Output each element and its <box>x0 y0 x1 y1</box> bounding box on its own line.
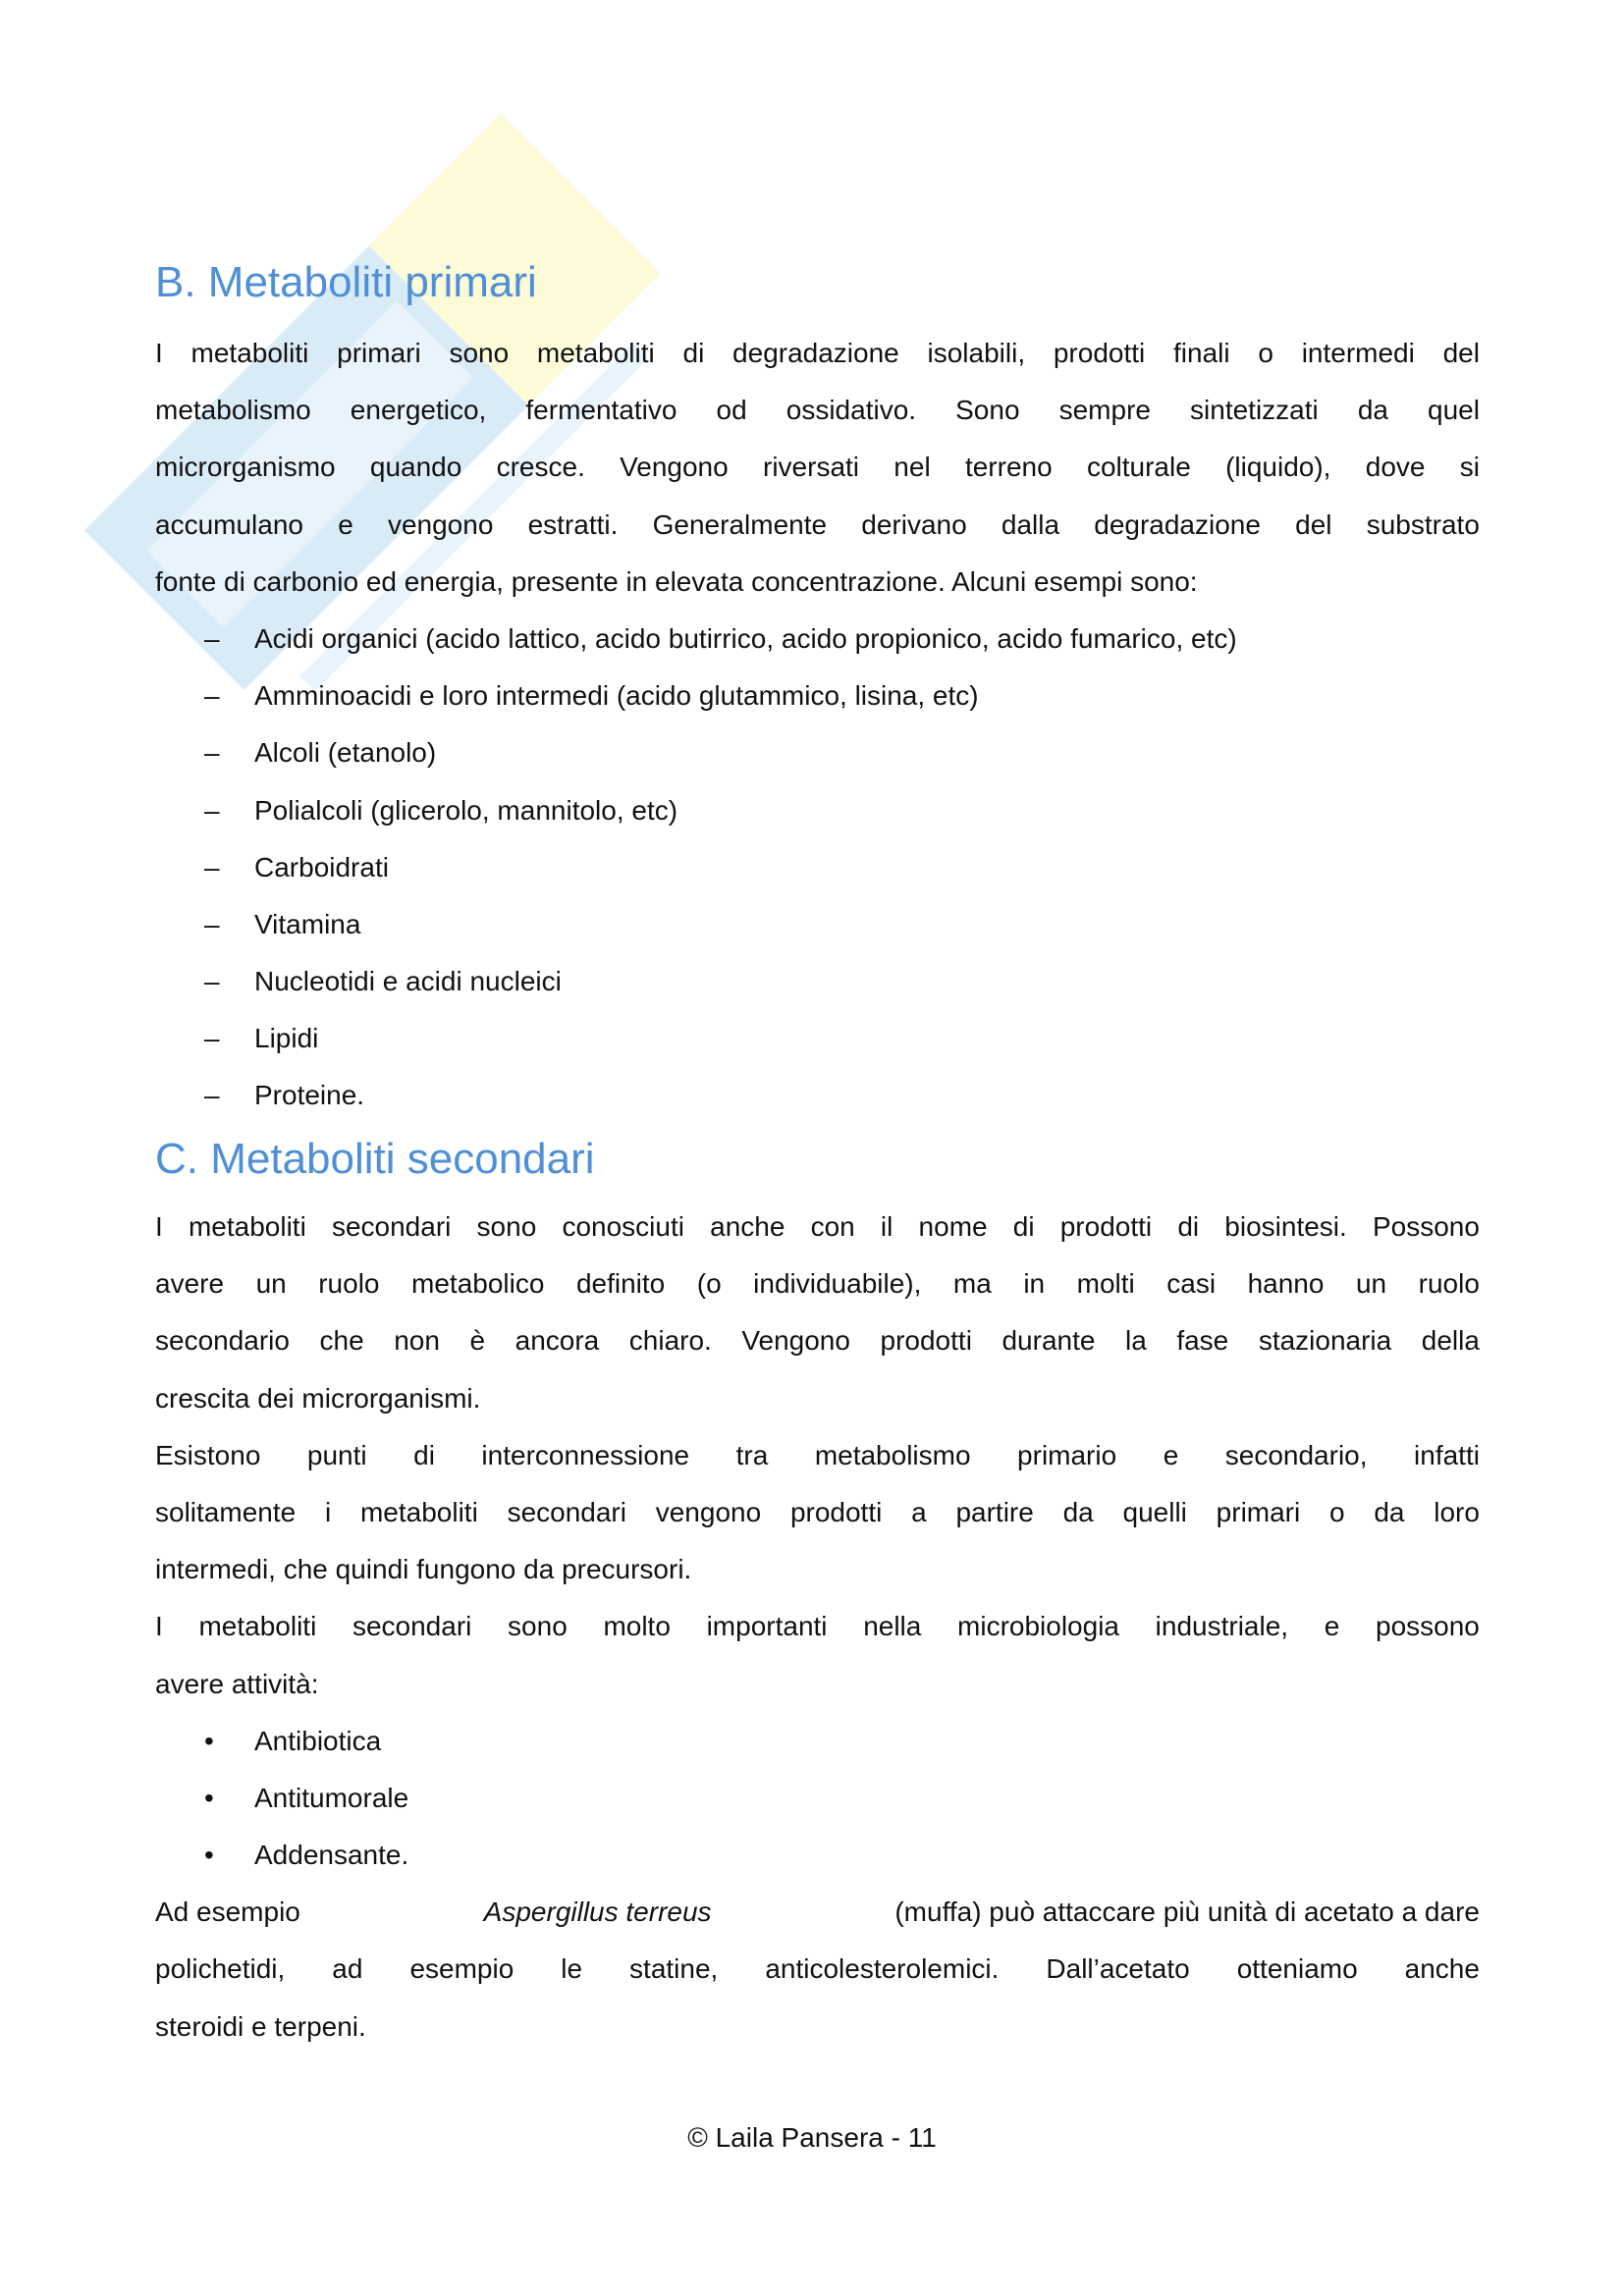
paragraph-line: crescita dei microrganismi. <box>155 1382 481 1414</box>
paragraph-line <box>155 1484 1480 1541</box>
word: nella <box>863 1611 922 1642</box>
word: dalla <box>1001 508 1060 540</box>
word: I <box>155 1211 163 1242</box>
word: metabolismo <box>155 395 311 426</box>
word: biosintesi. <box>1224 1211 1347 1242</box>
word: secondario <box>155 1325 290 1357</box>
word: colturale <box>1086 452 1191 483</box>
word: interconnessione <box>481 1439 690 1470</box>
word: loro <box>1434 1496 1480 1527</box>
word: tra <box>735 1439 769 1470</box>
word: estratti. <box>527 508 619 540</box>
word: isolabili, <box>927 338 1026 368</box>
word: partire <box>955 1496 1034 1527</box>
word: I <box>155 1611 163 1642</box>
word: di <box>1177 1211 1200 1242</box>
paragraph-line <box>155 439 1480 496</box>
word: ancora <box>514 1325 600 1357</box>
heading-metaboliti-primari: B. Metaboliti primari <box>155 258 537 306</box>
list-item <box>155 782 1480 839</box>
dash-marker: – <box>204 1080 220 1111</box>
word: o <box>1329 1496 1345 1527</box>
dash-marker: – <box>204 851 220 882</box>
bullet-item-text: Addensante. <box>254 1840 409 1871</box>
word: esempio <box>409 1953 514 1985</box>
dash-marker: – <box>204 966 220 997</box>
word: di <box>682 338 705 368</box>
dash-marker: – <box>204 737 220 769</box>
list-item <box>155 1067 1480 1124</box>
word: quando <box>369 452 462 483</box>
word: del <box>1295 508 1332 540</box>
word: conosciuti <box>562 1211 684 1242</box>
paragraph-line: fonte di carbonio ed energia, presente in elevata concentrazione. Alcuni esempi sono: <box>155 565 1198 597</box>
word: secondari <box>352 1611 472 1642</box>
list-item <box>155 667 1480 724</box>
bullet-marker: • <box>204 1840 214 1871</box>
word: (o <box>696 1268 722 1300</box>
word: microbiologia <box>957 1611 1119 1642</box>
word: sempre <box>1058 395 1151 426</box>
paragraph-line: intermedi, che quindi fungono da precursori. <box>155 1554 692 1585</box>
word: un <box>255 1268 287 1300</box>
word: chiaro. <box>628 1325 712 1357</box>
word: ruolo <box>1418 1268 1480 1300</box>
heading-metaboliti-secondari: C. Metaboliti secondari <box>155 1135 595 1183</box>
word: e <box>338 508 353 540</box>
word: o <box>1258 338 1273 368</box>
word: importanti <box>706 1611 828 1642</box>
word: in <box>1023 1268 1046 1300</box>
word: Dall’acetato <box>1046 1953 1190 1985</box>
word: sono <box>508 1611 568 1642</box>
paragraph-line <box>155 382 1480 439</box>
list-item-text: Polialcoli (glicerolo, mannitolo, etc) <box>254 794 678 826</box>
word: metabolismo <box>814 1439 971 1470</box>
word: i <box>324 1496 332 1527</box>
word: da <box>1062 1496 1094 1527</box>
list-item-text: Vitamina <box>254 908 361 939</box>
word: od <box>716 395 747 426</box>
paragraph-line <box>155 1884 1480 1941</box>
dash-marker: – <box>204 794 220 826</box>
text: Ad esempio <box>155 1896 300 1928</box>
word: vengono <box>655 1496 762 1527</box>
word: da <box>1374 1496 1405 1527</box>
word: da <box>1357 395 1388 426</box>
list-item <box>155 611 1480 667</box>
word: è <box>469 1325 486 1357</box>
word: di <box>1012 1211 1035 1242</box>
word: Sono <box>955 395 1020 426</box>
bullet-item <box>155 1713 1480 1770</box>
word: e <box>1324 1611 1340 1642</box>
word: nome <box>918 1211 988 1242</box>
word: fermentativo <box>525 395 677 426</box>
paragraph-line <box>155 1312 1480 1369</box>
word: casi <box>1166 1268 1217 1300</box>
bullet-item-text: Antibiotica <box>254 1725 382 1756</box>
word: un <box>1355 1268 1387 1300</box>
word: degradazione <box>1094 508 1261 540</box>
paragraph-line: avere attività: <box>155 1668 319 1699</box>
word: di <box>413 1439 435 1470</box>
word: quelli <box>1122 1496 1187 1527</box>
word: primari <box>337 338 421 368</box>
word: cresce. <box>496 452 585 483</box>
word: metaboliti <box>536 338 655 368</box>
list-item-text: Carboidrati <box>254 851 389 882</box>
word: nel <box>893 452 931 483</box>
word: non <box>394 1325 440 1357</box>
paragraph-line <box>155 1941 1480 1998</box>
word: finali <box>1173 338 1230 368</box>
word: secondari <box>507 1496 626 1527</box>
word: definito <box>575 1268 666 1300</box>
word: infatti <box>1414 1439 1480 1470</box>
word: intermedi <box>1301 338 1415 368</box>
list-item-text: Nucleotidi e acidi nucleici <box>254 966 562 997</box>
word: metaboliti <box>198 1611 317 1642</box>
paragraph-line <box>155 1598 1480 1655</box>
paragraph-line <box>155 1255 1480 1312</box>
dash-marker: – <box>204 1023 220 1054</box>
word: Possono <box>1372 1211 1480 1242</box>
word: del <box>1442 338 1480 368</box>
word: e <box>1163 1439 1179 1470</box>
word: vengono <box>387 508 494 540</box>
word: anche <box>710 1211 785 1242</box>
word: Generalmente <box>652 508 828 540</box>
bullet-item <box>155 1827 1480 1884</box>
word: individuabile), <box>753 1268 922 1300</box>
paragraph-line: steroidi e terpeni. <box>155 2010 366 2042</box>
word: anche <box>1404 1953 1480 1985</box>
word: che <box>319 1325 364 1357</box>
word: secondario, <box>1224 1439 1368 1470</box>
word: prodotti <box>789 1496 883 1527</box>
word: ruolo <box>318 1268 380 1300</box>
list-item <box>155 839 1480 896</box>
word: si <box>1459 452 1480 483</box>
word: avere <box>155 1268 225 1300</box>
word: prodotti <box>880 1325 972 1357</box>
word: metaboliti <box>190 338 309 368</box>
word: secondari <box>331 1211 452 1242</box>
word: metaboliti <box>188 1211 306 1242</box>
word: ma <box>952 1268 992 1300</box>
word: anticolesterolemici. <box>765 1953 1000 1985</box>
paragraph-line <box>155 1199 1480 1255</box>
paragraph-line <box>155 497 1480 554</box>
word: sintetizzati <box>1190 395 1319 426</box>
word: primario <box>1017 1439 1117 1470</box>
word: della <box>1421 1325 1480 1357</box>
list-item-text: Alcoli (etanolo) <box>254 737 437 769</box>
word: fase <box>1176 1325 1229 1357</box>
word: dove <box>1365 452 1426 483</box>
word: otteniamo <box>1236 1953 1358 1985</box>
list-item-text: Lipidi <box>254 1023 319 1054</box>
word: energetico, <box>350 395 487 426</box>
bullet-item <box>155 1770 1480 1827</box>
word: durante <box>1001 1325 1096 1357</box>
word: industriale, <box>1155 1611 1289 1642</box>
bullet-marker: • <box>204 1782 214 1813</box>
dash-marker: – <box>204 680 220 712</box>
word: substrato <box>1366 508 1480 540</box>
paragraph-line <box>155 1427 1480 1484</box>
word: hanno <box>1247 1268 1325 1300</box>
section-c-body <box>155 1199 1480 2056</box>
dash-marker: – <box>204 908 220 939</box>
page-footer: © Laila Pansera - 11 <box>687 2122 937 2153</box>
word: la <box>1124 1325 1147 1357</box>
word: Vengono <box>620 452 729 483</box>
word: possono <box>1376 1611 1480 1642</box>
word: metabolico <box>411 1268 545 1300</box>
bullet-marker: • <box>204 1725 214 1756</box>
species-name: Aspergillus terreus <box>483 1896 712 1928</box>
text: (muffa) può attaccare più unità di acetato a dare <box>894 1896 1480 1928</box>
bullet-item-text: Antitumorale <box>254 1782 409 1813</box>
word: molti <box>1076 1268 1135 1300</box>
word: microrganismo <box>155 452 336 483</box>
word: ad <box>332 1953 363 1985</box>
list-item <box>155 953 1480 1010</box>
list-item <box>155 724 1480 781</box>
word: statine, <box>629 1953 719 1985</box>
word: polichetidi, <box>155 1953 286 1985</box>
word: riversati <box>763 452 860 483</box>
word: stazionaria <box>1258 1325 1392 1357</box>
word: a <box>911 1496 927 1527</box>
word: solitamente <box>155 1496 297 1527</box>
paragraph-line <box>155 325 1480 382</box>
word: terreno <box>964 452 1053 483</box>
word: primari <box>1216 1496 1301 1527</box>
word: prodotti <box>1059 1211 1153 1242</box>
list-item-text: Acidi organici (acido lattico, acido butirrico, acido propionico, acido fumarico, etc) <box>254 622 1237 654</box>
word: ossidativo. <box>785 395 917 426</box>
word: I <box>155 338 163 368</box>
word: il <box>880 1211 893 1242</box>
list-item-text: Proteine. <box>254 1080 365 1111</box>
word: derivano <box>861 508 967 540</box>
word: (liquido), <box>1225 452 1331 483</box>
word: quel <box>1428 395 1480 426</box>
word: punti <box>306 1439 367 1470</box>
word: Vengono <box>741 1325 850 1357</box>
word: Esistono <box>155 1439 261 1470</box>
word: molto <box>603 1611 671 1642</box>
word: sono <box>449 338 510 368</box>
section-b-body <box>155 325 1480 1125</box>
list-item-text: Amminoacidi e loro intermedi (acido glutammico, lisina, etc) <box>254 680 979 712</box>
word: con <box>810 1211 855 1242</box>
word: prodotti <box>1053 338 1146 368</box>
dash-marker: – <box>204 622 220 654</box>
word: metaboliti <box>359 1496 478 1527</box>
word: le <box>561 1953 583 1985</box>
list-item <box>155 896 1480 953</box>
list-item <box>155 1010 1480 1067</box>
word: degradazione <box>732 338 899 368</box>
word: sono <box>476 1211 537 1242</box>
word: accumulano <box>155 508 303 540</box>
